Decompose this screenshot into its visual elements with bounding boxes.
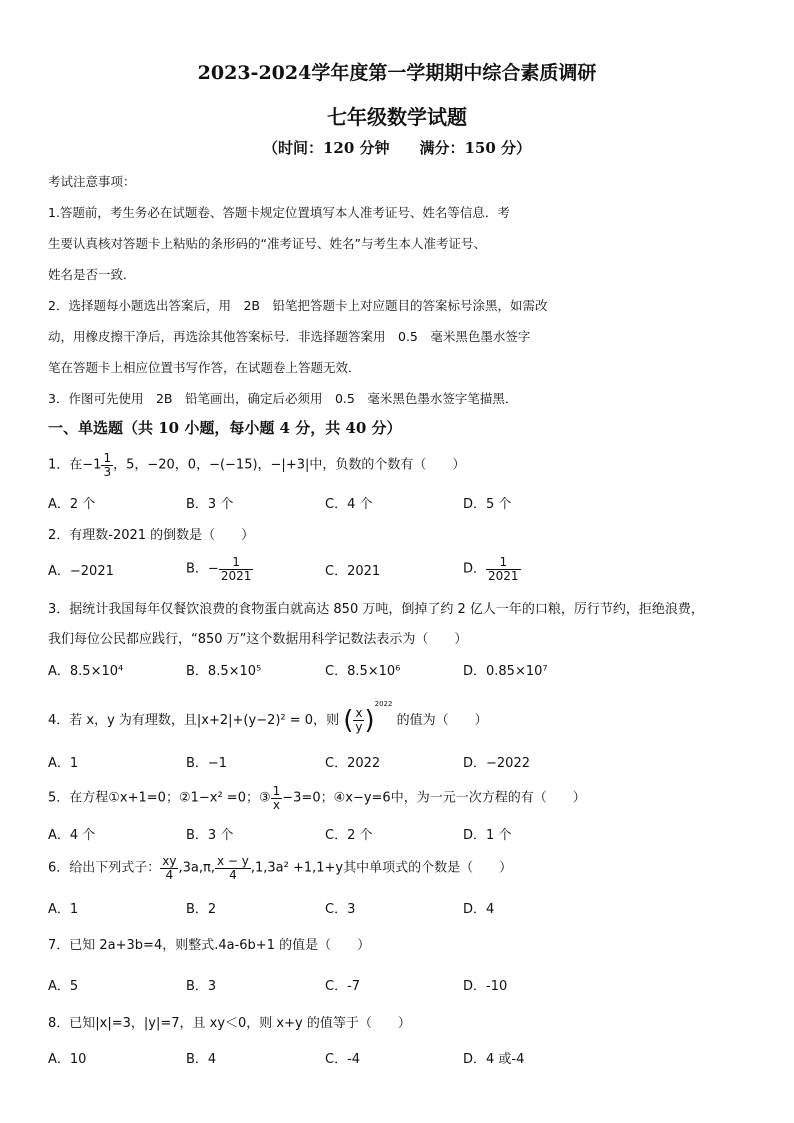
q1-denominator: 3 (103, 464, 112, 479)
q2-options (48, 555, 748, 583)
q6-fraction-2 (215, 855, 251, 881)
option-c: C．2 个 (325, 828, 373, 843)
option-b-prefix: B．− (186, 561, 219, 577)
notes-line: 3．作图可先使用 2B 铅笔画出，确定后必须用 0.5 毫米黑色墨水签字笔描黑． (48, 391, 518, 406)
numerator: xy (162, 854, 177, 868)
notes-heading: 考试注意事项： (48, 174, 136, 189)
denominator: x (272, 797, 280, 812)
denominator: 2021 (488, 568, 519, 583)
option-d: D．0.85×10⁷ (463, 664, 548, 679)
right-paren: ) (364, 705, 375, 736)
option-d: D．-10 (463, 979, 508, 994)
option-b: B．2 (186, 902, 217, 917)
denominator: 4 (165, 867, 174, 882)
option-a: A．1 (48, 756, 79, 771)
notes-line: 2．选择题每小题选出答案后，用 2B 铅笔把答题卡上对应题目的答案标号涂黑，如需改 (48, 298, 548, 313)
option-d: D．4 (463, 902, 495, 917)
option-a: A．10 (48, 1052, 87, 1067)
notes-line: 姓名是否一致． (48, 267, 136, 282)
option-a: A．2 个 (48, 497, 96, 512)
question-6 (48, 855, 512, 881)
q6-fraction-1 (160, 855, 178, 881)
option-c: C．4 个 (325, 497, 373, 512)
q7-options (48, 975, 748, 995)
q5-options (48, 824, 748, 844)
option-d: D．−2022 (463, 756, 530, 771)
q5-suffix: −3=0；④x−y=6中，为一元一次方程的有（ ） (282, 790, 586, 806)
question-5 (48, 785, 586, 811)
option-a: A．5 (48, 979, 79, 994)
option-b: B．3 个 (186, 497, 234, 512)
numerator: 1 (272, 784, 281, 798)
q3-options (48, 660, 748, 680)
option-a: A．8.5×10⁴ (48, 664, 124, 679)
option-a: A．4 个 (48, 828, 96, 843)
option-a: A．−2021 (48, 564, 114, 579)
question-1 (48, 452, 465, 478)
question-8: 8．已知|x|=3，|y|=7，且 xy＜0，则 x+y 的值等于（ ） (48, 1016, 411, 1031)
option-b: B．−1 (186, 756, 228, 771)
option-d-prefix: D． (463, 561, 487, 577)
denominator: 4 (229, 867, 237, 882)
q4-exponent: 2022 (374, 700, 393, 708)
option-d (463, 556, 521, 582)
notes-line: 1.答题前，考生务必在试题卷、答题卡规定位置填写本人准考证号、姓名等信息．考 (48, 205, 510, 220)
notes-line: 动，用橡皮擦干净后，再选涂其他答案标号．非选择题答案用 0.5 毫米黑色墨水签字 (48, 329, 531, 344)
option-b: B．4 (186, 1052, 217, 1067)
option-b: B．3 个 (186, 828, 234, 843)
question-3-line1: 3．据统计我国每年仅餐饮浪费的食物蛋白就高达 850 万吨，倒掉了约 2 亿人一年的口粮，厉行节约，拒绝浪费， (48, 602, 704, 617)
option-b-fraction (219, 556, 254, 582)
q4-options (48, 752, 748, 772)
numerator: 1 (219, 556, 254, 570)
option-d: D．5 个 (463, 497, 512, 512)
q6-options (48, 898, 748, 918)
q1-whole: −1 (82, 457, 102, 473)
q1-fraction (101, 452, 113, 478)
option-c: C．8.5×10⁶ (325, 664, 401, 679)
section-title: 一、单选题（共 10 小题，每小题 4 分，共 40 分） (48, 419, 402, 437)
notes-line: 生要认真核对答题卡上粘贴的条形码的“准考证号、姓名”与考生本人准考证号、 (48, 236, 486, 251)
exam-subtitle: 七年级数学试题 (327, 105, 467, 129)
option-a: A．1 (48, 902, 79, 917)
q1-numerator: 1 (103, 451, 112, 465)
q1-options (48, 493, 748, 513)
q4-prefix: 4．若 x，y 为有理数，且|x+2|+(y−2)² = 0，则 (48, 713, 340, 728)
notes-line: 笔在答题卡上相应位置书写作答，在试题卷上答题无效． (48, 360, 361, 375)
option-c: C．2022 (325, 756, 381, 771)
option-c: C．-4 (325, 1052, 361, 1067)
question-2: 2．有理数-2021 的倒数是（ ） (48, 528, 255, 543)
option-b: B．3 (186, 979, 217, 994)
q4-fraction (353, 707, 364, 733)
q4-suffix: 的值为（ ） (396, 713, 488, 728)
q6-middle: ,3a,π, (178, 860, 215, 876)
left-paren: ( (343, 705, 354, 736)
numerator: 1 (486, 556, 521, 570)
q5-fraction (271, 785, 283, 811)
q6-prefix: 6．给出下列式子： (48, 860, 161, 876)
option-d-fraction (486, 556, 521, 582)
denominator: y (355, 720, 363, 734)
exam-info: （时间：120 分钟 满分：150 分） (262, 139, 532, 157)
q8-options (48, 1048, 748, 1068)
option-d: D．1 个 (463, 828, 512, 843)
option-b (186, 556, 253, 582)
q6-suffix: ,1,3a² +1,1+y其中单项式的个数是（ ） (250, 860, 513, 876)
question-3-line2: 我们每位公民都应践行，“850 万”这个数据用科学记数法表示为（ ） (48, 632, 468, 647)
numerator: x (355, 706, 363, 721)
option-d: D．4 或-4 (463, 1052, 525, 1067)
question-7: 7．已知 2a+3b=4，则整式.4a-6b+1 的值是（ ） (48, 938, 371, 953)
q1-prefix: 1．在 (48, 457, 83, 473)
option-c: C．-7 (325, 979, 361, 994)
option-b: B．8.5×10⁵ (186, 664, 262, 679)
exam-title: 2023-2024学年度第一学期期中综合素质调研 (197, 62, 597, 84)
numerator: x − y (216, 854, 249, 868)
option-c: C．2021 (325, 564, 381, 579)
denominator: 2021 (220, 568, 252, 583)
option-c: C．3 (325, 902, 356, 917)
q1-rest: ，5，−20，0，−(−15)，−|+3|中，负数的个数有（ ） (113, 457, 466, 473)
q5-prefix: 5．在方程①x+1=0；②1−x² =0；③ (48, 790, 271, 806)
question-4 (48, 700, 488, 736)
